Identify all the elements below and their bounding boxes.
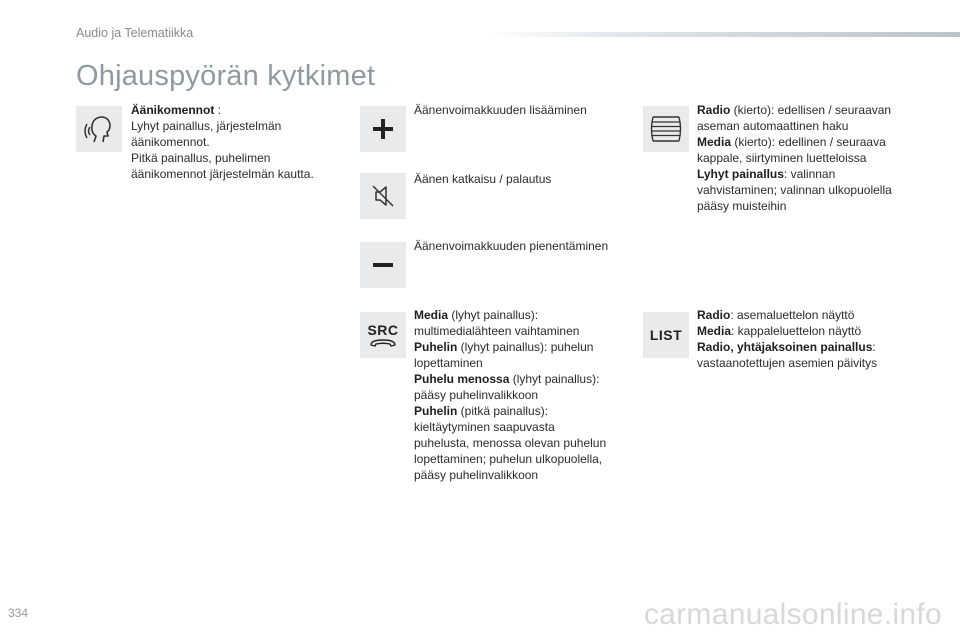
description-text: : <box>214 103 222 117</box>
description-line <box>131 118 341 134</box>
description-line <box>131 134 341 150</box>
description-line <box>697 355 927 371</box>
description-text: kieltäytyminen saapuvasta <box>414 420 555 434</box>
description-text: Pitkä painallus, puhelimen <box>131 151 271 165</box>
description-line <box>414 387 634 403</box>
thumbwheel-description <box>697 102 927 214</box>
voice-command-button <box>76 106 122 152</box>
minus-icon <box>371 253 395 277</box>
description-line <box>697 166 927 182</box>
description-term: Radio, yhtäjaksoinen painallus <box>697 340 873 354</box>
description-text: (kierto): edellinen / seuraava <box>731 135 886 149</box>
description-term: Puhelin <box>414 404 458 418</box>
description-line <box>697 339 927 355</box>
description-text: vahvistaminen; valinnan ulkopuolella <box>697 183 892 197</box>
description-line <box>131 166 341 182</box>
list-label: LIST <box>649 327 683 343</box>
description-text: (lyhyt painallus): <box>448 308 539 322</box>
description-text: (lyhyt painallus): <box>509 372 600 386</box>
description-text: (kierto): edellisen / seuraavan <box>730 103 892 117</box>
src-description <box>414 307 634 483</box>
description-line <box>697 182 927 198</box>
description-text: äänikomennot. <box>131 135 210 149</box>
description-line <box>414 339 634 355</box>
volume-up-button <box>360 106 406 152</box>
description-text: aseman automaattinen haku <box>697 119 849 133</box>
thumbwheel-icon <box>649 114 683 144</box>
mute-button <box>360 173 406 219</box>
description-text: lopettaminen <box>414 356 483 370</box>
description-line <box>414 371 634 387</box>
description-line <box>697 102 927 118</box>
description-text: pääsy muisteihin <box>697 199 787 213</box>
description-line <box>414 403 634 419</box>
section-header: Audio ja Telematiikka <box>76 26 194 40</box>
description-line <box>131 150 341 166</box>
description-text: vastaanotettujen asemien päivitys <box>697 356 878 370</box>
mute-description: Äänen katkaisu / palautus <box>414 172 552 186</box>
plus-icon <box>371 117 395 141</box>
header-divider-bar <box>488 32 960 37</box>
description-line <box>414 323 634 339</box>
page-number: 334 <box>8 606 29 620</box>
description-line <box>414 467 634 483</box>
description-line <box>697 150 927 166</box>
description-line <box>414 435 634 451</box>
description-text: puhelusta, menossa olevan puhelun <box>414 436 607 450</box>
description-text: (pitkä painallus): <box>457 404 549 418</box>
description-line <box>697 134 927 150</box>
description-text: : asemaluettelon näyttö <box>730 308 855 322</box>
description-term: Puhelin <box>414 340 458 354</box>
description-term: Media <box>697 324 732 338</box>
list-description <box>697 307 927 371</box>
description-text: Lyhyt painallus, järjestelmän <box>131 119 282 133</box>
volume-down-description: Äänenvoimakkuuden pienentäminen <box>414 239 609 253</box>
volume-down-button <box>360 242 406 288</box>
description-line <box>697 198 927 214</box>
description-text: lopettaminen; puhelun ulkopuolella, <box>414 452 603 466</box>
description-term: Media <box>414 308 449 322</box>
description-text: : <box>872 340 876 354</box>
description-line <box>414 419 634 435</box>
hang-up-phone-icon <box>368 337 398 349</box>
description-text: (lyhyt painallus): puhelun <box>457 340 594 354</box>
description-text: : valinnan <box>783 167 836 181</box>
description-text: : kappaleluettelon näyttö <box>731 324 862 338</box>
description-term: Media <box>697 135 732 149</box>
description-term: Äänikomennot <box>131 103 215 117</box>
description-line <box>414 355 634 371</box>
voice-command-description <box>131 102 341 182</box>
description-line <box>697 118 927 134</box>
thumbwheel-control <box>643 106 689 152</box>
description-line <box>414 451 634 467</box>
voice-command-icon <box>82 112 116 146</box>
description-text: pääsy puhelinvalikkoon <box>414 468 539 482</box>
description-line <box>697 307 927 323</box>
watermark: carmanualsonline.info <box>643 598 942 631</box>
list-button <box>643 312 689 358</box>
src-label: SRC <box>367 322 399 338</box>
volume-up-description: Äänenvoimakkuuden lisääminen <box>414 103 587 117</box>
description-line <box>131 102 341 118</box>
description-text: kappale, siirtyminen luetteloissa <box>697 151 867 165</box>
mute-speaker-icon <box>368 181 398 211</box>
description-term: Radio <box>697 308 731 322</box>
src-button <box>360 312 406 358</box>
page-title: Ohjauspyörän kytkimet <box>76 60 376 92</box>
description-term: Lyhyt painallus <box>697 167 784 181</box>
description-text: äänikomennot järjestelmän kautta. <box>131 167 314 181</box>
description-text: pääsy puhelinvalikkoon <box>414 388 539 402</box>
description-term: Puhelu menossa <box>414 372 510 386</box>
description-line <box>697 323 927 339</box>
description-term: Radio <box>697 103 731 117</box>
description-text: multimedialähteen vaihtaminen <box>414 324 580 338</box>
description-line <box>414 307 634 323</box>
